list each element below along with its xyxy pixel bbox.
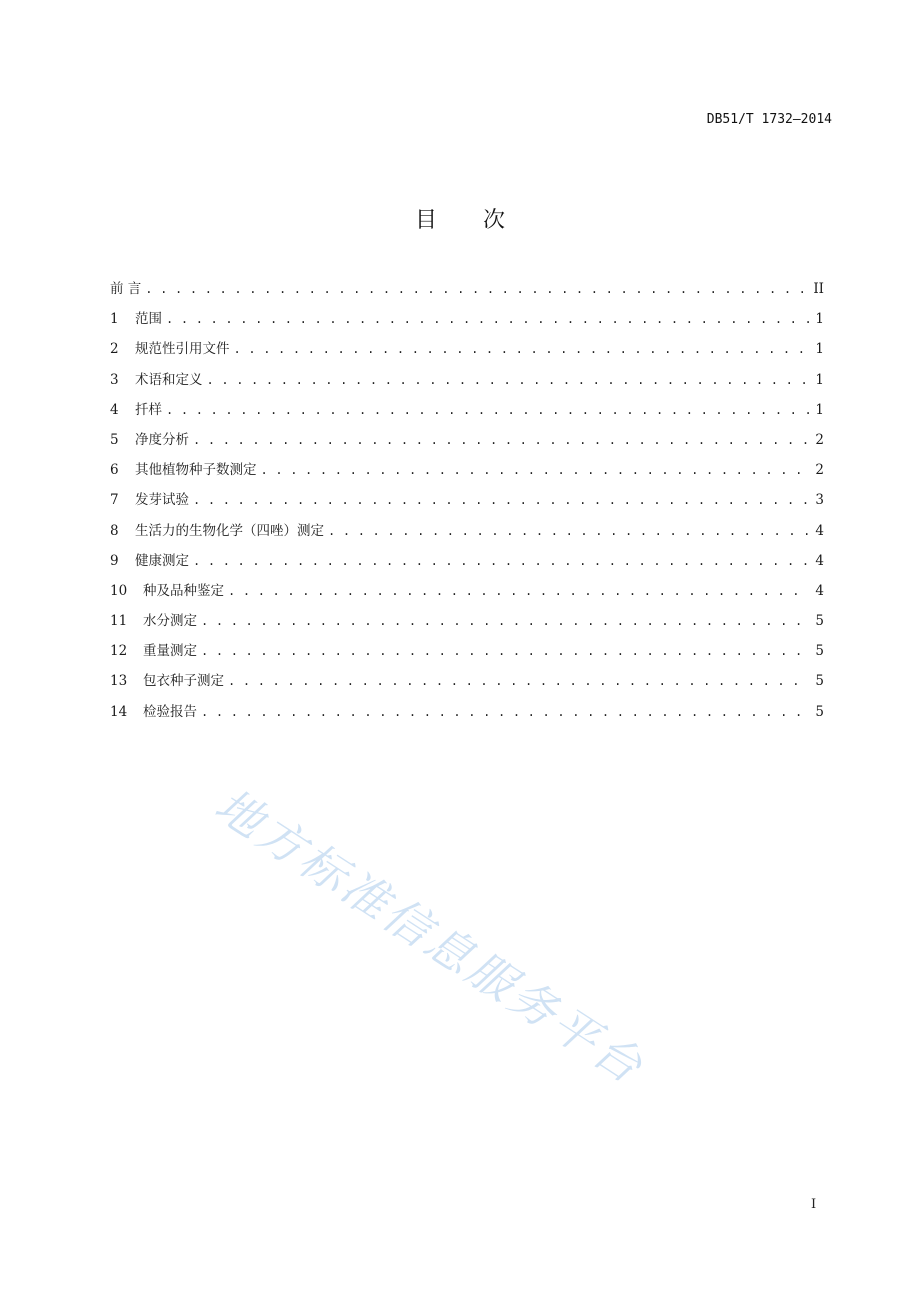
toc-entry-number: 6: [110, 462, 119, 479]
toc-entry-number: 1: [110, 311, 119, 328]
toc-entry-label: 术语和定义: [135, 371, 203, 388]
toc-entry-page: 5: [815, 643, 824, 660]
toc-entry-number: 8: [110, 522, 119, 539]
page-title: 目次: [414, 208, 551, 233]
toc-entry-foreword[interactable]: [110, 279, 824, 309]
toc-entry[interactable]: [110, 339, 824, 369]
toc-dot-leader: [193, 490, 810, 510]
toc-entry-label: 前 言: [110, 281, 142, 297]
toc-entry-number: 4: [110, 401, 119, 418]
toc-entry-label: 净度分析: [135, 431, 189, 448]
toc-entry-label: 包衣种子测定: [143, 673, 224, 690]
toc-entry[interactable]: [110, 490, 824, 520]
toc-entry-page: 5: [815, 613, 824, 630]
toc-entry-page: 1: [815, 401, 824, 418]
toc-entry-page: 4: [815, 552, 824, 569]
toc-entry[interactable]: [110, 581, 824, 611]
toc-entry[interactable]: [110, 521, 824, 551]
toc-entry-page: 4: [815, 582, 824, 599]
toc-entry-number: 9: [110, 552, 119, 569]
toc-entry[interactable]: [110, 309, 824, 339]
toc-dot-leader: [228, 671, 810, 691]
toc-entry-page: 5: [815, 673, 824, 690]
toc-dot-leader: [193, 430, 810, 450]
toc-entry-label: 范围: [135, 311, 162, 328]
toc-entry-page: 5: [815, 703, 824, 720]
toc-entry-number: 7: [110, 492, 119, 509]
toc-dot-leader: [201, 641, 810, 661]
toc-entry-number: 11: [110, 613, 128, 630]
toc-dot-leader: [145, 279, 809, 299]
toc-entry-label: 种及品种鉴定: [143, 582, 224, 599]
toc-entry-label: 检验报告: [143, 703, 197, 720]
toc-entry-number: 5: [110, 431, 119, 448]
toc-dot-leader: [234, 339, 811, 359]
toc-entry-label: 其他植物种子数测定: [135, 462, 257, 479]
toc-entry[interactable]: [110, 702, 824, 732]
page-number: I: [811, 1197, 817, 1212]
table-of-contents: [110, 279, 824, 732]
toc-dot-leader: [207, 370, 811, 390]
toc-entry-label: 健康测定: [135, 552, 189, 569]
toc-entry[interactable]: [110, 641, 824, 671]
toc-entry-page: 4: [815, 522, 824, 539]
toc-dot-leader: [201, 611, 810, 631]
toc-entry-number: 13: [110, 673, 128, 690]
toc-entry-number: 14: [110, 703, 128, 720]
toc-entry-page: 1: [815, 371, 824, 388]
toc-entry-label: 扦样: [135, 401, 162, 418]
toc-entry-page: II: [813, 281, 824, 297]
toc-dot-leader: [166, 309, 810, 329]
toc-entry-page: 1: [815, 311, 824, 328]
toc-entry[interactable]: [110, 611, 824, 641]
standard-code: DB51/T 1732—2014: [706, 112, 832, 127]
toc-entry-label: 生活力的生物化学（四唑）测定: [135, 522, 324, 539]
toc-entry-number: 2: [110, 341, 119, 358]
toc-dot-leader: [261, 460, 811, 480]
toc-entry-page: 1: [815, 341, 824, 358]
toc-entry-label: 重量测定: [143, 643, 197, 660]
toc-entry-label: 规范性引用文件: [135, 341, 230, 358]
toc-entry-number: 12: [110, 643, 128, 660]
toc-entry-label: 发芽试验: [135, 492, 189, 509]
toc-entry[interactable]: [110, 460, 824, 490]
toc-entry-label: 水分测定: [143, 613, 197, 630]
toc-entry[interactable]: [110, 400, 824, 430]
toc-entry[interactable]: [110, 551, 824, 581]
toc-entry[interactable]: [110, 430, 824, 460]
toc-entry-page: 3: [815, 492, 824, 509]
toc-entry-page: 2: [815, 431, 824, 448]
watermark: 地方标准信息服务平台: [205, 777, 655, 1096]
toc-entry[interactable]: [110, 671, 824, 701]
toc-dot-leader: [228, 581, 810, 601]
toc-dot-leader: [166, 400, 810, 420]
toc-dot-leader: [328, 521, 810, 541]
toc-dot-leader: [193, 551, 810, 571]
toc-entry-number: 3: [110, 371, 119, 388]
toc-dot-leader: [201, 702, 810, 722]
toc-entry-number: 10: [110, 582, 128, 599]
toc-entry[interactable]: [110, 370, 824, 400]
toc-entry-page: 2: [815, 462, 824, 479]
